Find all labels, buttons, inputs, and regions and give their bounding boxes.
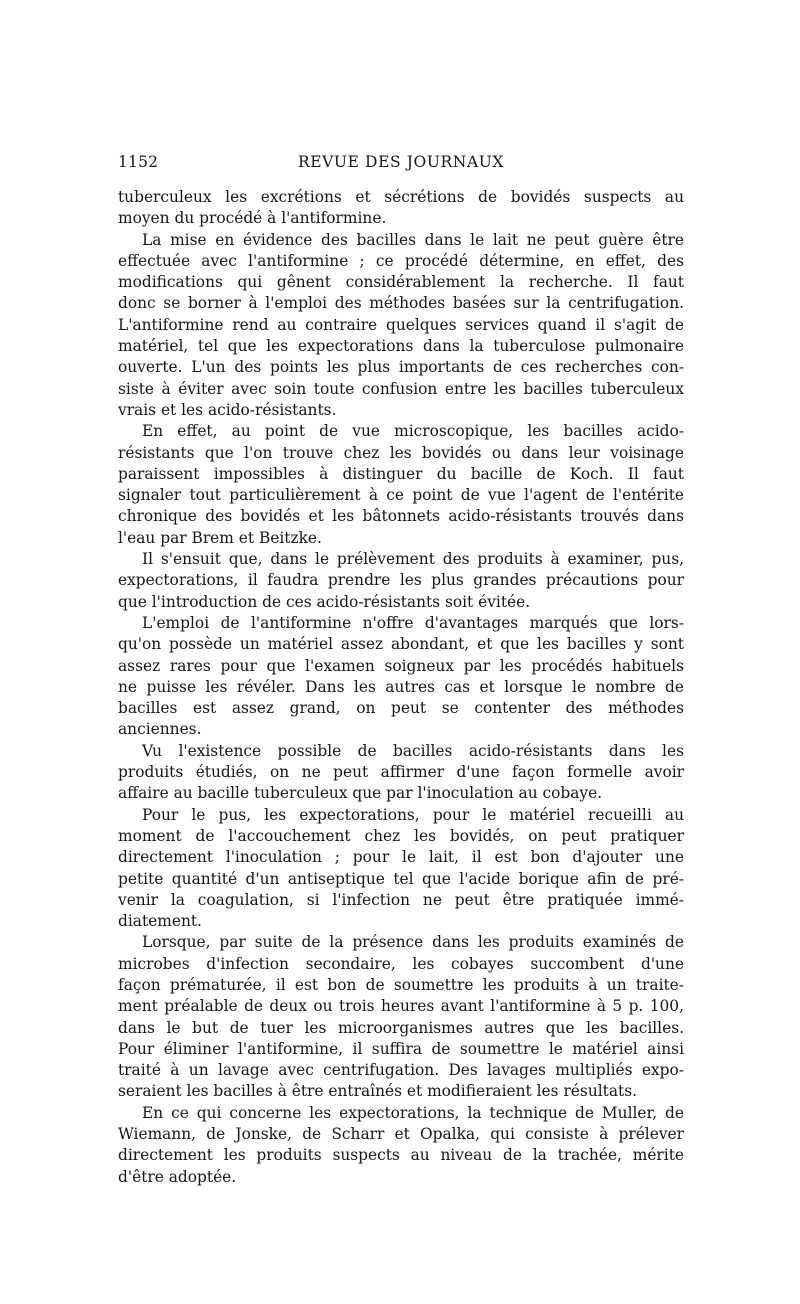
text-line: Wiemann, de Jonske, de Scharr et Opalka, qui consiste à prélever [118,1125,684,1144]
article-body [118,187,684,1188]
text-line: chronique des bovidés et les bâtonnets acido-résistants trouvés dans [118,507,684,526]
text-line: Pour éliminer l'antiformine, il suffira de soumettre le matériel ainsi [118,1039,684,1058]
text-line: Vu l'existence possible de bacilles acido-résistants dans les [142,741,684,760]
text-line: affaire au bacille tuberculeux que par l'inoculation au cobaye. [118,784,603,803]
text-line: que l'introduction de ces acido-résistants soit évitée. [118,592,531,611]
text-line: matériel, tel que les expectorations dans la tuberculose pulmonaire [118,337,684,356]
text-line: expectorations, il faudra prendre les plus grandes précautions pour [118,571,684,590]
text-line: directement l'inoculation ; pour le lait, il est bon d'ajouter une [118,848,684,867]
text-line: microbes d'infection secondaire, les cobayes succombent d'une [118,954,684,973]
text-line: ment préalable de deux ou trois heures avant l'antiformine à 5 p. 100, [118,997,684,1016]
paragraph [118,805,684,933]
text-line: moment de l'accouchement chez les bovidés, on peut pratiquer [118,826,684,845]
paragraph [118,187,684,230]
text-line: Lorsque, par suite de la présence dans les produits examinés de [142,933,684,952]
text-line: donc se borner à l'emploi des méthodes basées sur la centrifugation. [118,294,684,313]
text-line: qu'on possède un matériel assez abondant, et que les bacilles y sont [118,635,684,654]
text-line: moyen du procédé à l'antiformine. [118,209,387,228]
text-line: directement les produits suspects au niveau de la trachée, mérite [118,1146,684,1165]
paragraph [118,421,684,549]
text-line: façon prématurée, il est bon de soumettre les produits à un traite- [118,975,684,994]
text-line: dans le but de tuer les microorganismes autres que les bacilles. [118,1018,684,1037]
paragraph [118,230,684,422]
text-line: La mise en évidence des bacilles dans le lait ne peut guère être [142,230,684,249]
text-line: anciennes. [118,720,202,739]
text-line: paraissent impossibles à distinguer du bacille de Koch. Il faut [118,464,684,483]
text-line: seraient les bacilles à être entraînés et modifieraient les résultats. [118,1082,637,1101]
text-line: ouverte. L'un des points les plus importants de ces recherches con- [118,358,684,377]
text-line: venir la coagulation, si l'infection ne peut être pratiquée immé- [118,890,684,909]
paragraph [118,932,684,1102]
text-line: diatement. [118,912,202,931]
page-header [118,153,684,177]
text-line: siste à éviter avec soin toute confusion entre les bacilles tuberculeux [118,379,684,398]
text-line: assez rares pour que l'examen soigneux par les procédés habituels [118,656,684,675]
text-line: L'antiformine rend au contraire quelques services quand il s'agit de [118,315,684,334]
text-line: Il s'ensuit que, dans le prélèvement des produits à examiner, pus, [142,550,684,569]
paragraph [118,1103,684,1188]
paragraph [118,613,684,741]
text-line: traité à un lavage avec centrifugation. Des lavages multipliés expo- [118,1061,684,1080]
text-line: ne puisse les révéler. Dans les autres cas et lorsque le nombre de [118,677,684,696]
running-head: REVUE DES JOURNAUX [297,153,505,171]
text-line: modifications qui gênent considérablement la recherche. Il faut [118,273,684,292]
page-number: 1152 [118,153,159,171]
text-line: bacilles est assez grand, on peut se contenter des méthodes [118,699,684,718]
text-line: vrais et les acido-résistants. [118,400,337,419]
text-line: L'emploi de l'antiformine n'offre d'avantages marqués que lors- [142,613,684,632]
text-line: Pour le pus, les expectorations, pour le matériel recueilli au [142,805,684,824]
text-line: l'eau par Brem et Beitzke. [118,528,322,547]
paragraph [118,549,684,613]
paragraph [118,741,684,805]
text-line: d'être adoptée. [118,1167,237,1186]
text-line: effectuée avec l'antiformine ; ce procédé détermine, en effet, des [118,251,684,270]
text-line: résistants que l'on trouve chez les bovidés ou dans leur voisinage [118,443,684,462]
text-line: produits étudiés, on ne peut affirmer d'une façon formelle avoir [118,763,684,782]
text-line: tuberculeux les excrétions et sécrétions de bovidés suspects au [118,188,684,206]
text-line: signaler tout particulièrement à ce point de vue l'agent de l'entérite [118,486,684,505]
text-line: En ce qui concerne les expectorations, la technique de Muller, de [142,1103,684,1122]
text-line: En effet, au point de vue microscopique, les bacilles acido- [142,422,684,441]
text-line: petite quantité d'un antiseptique tel que l'acide borique afin de pré- [118,869,684,888]
